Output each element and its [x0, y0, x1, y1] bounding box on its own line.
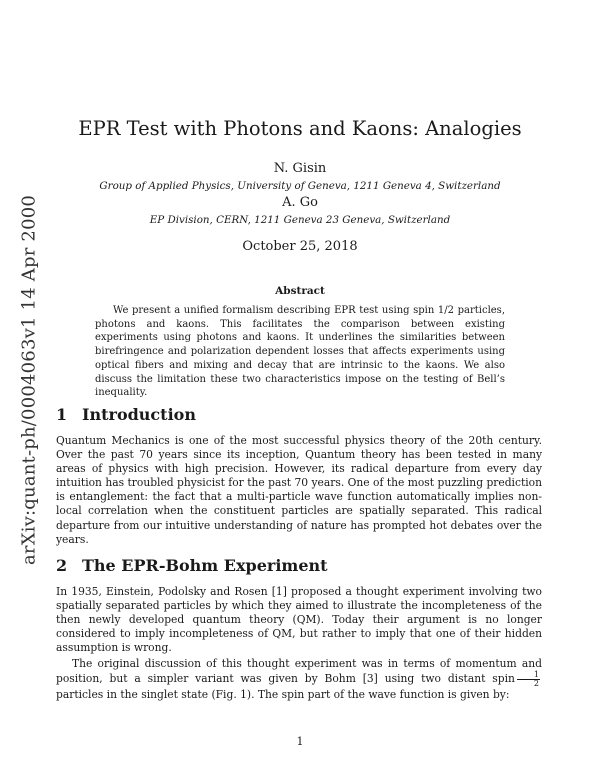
section-number: 1 [56, 405, 68, 424]
abstract-text: We present a unified formalism describing EPR test using spin 1/2 particles, photons and kaons. This facilitates the comparison between existing experiments using photons and kaons. It underlines the similarities between birefringence and polarization dependent losses that affects experiments using optical fibers and mixing and decay that are intrinsic to the kaons. We also discuss the limitation these two characteristics impose on the testing of Bell’s inequality. [95, 305, 505, 399]
author-affiliation: EP Division, CERN, 1211 Geneva 23 Geneva, Switzerland [149, 214, 451, 226]
page-number: 1 [296, 735, 304, 748]
section-title: The EPR-Bohm Experiment [82, 556, 328, 575]
section-title: Introduction [82, 405, 196, 424]
paragraph: In 1935, Einstein, Podolsky and Rosen [1] proposed a thought experiment involving two spatially separated particles by which they aimed to illustrate the incompleteness of the then newly developed quantum theory (QM). Today their argument is no longer considered to imply incompleteness of QM, but rather to imply that one of their hidden assumption is wrong. [56, 585, 542, 655]
author-name: A. Go [282, 195, 318, 210]
author-name: N. Gisin [273, 161, 327, 176]
section-number: 2 [56, 556, 68, 575]
paper-title: EPR Test with Photons and Kaons: Analogies [78, 117, 522, 140]
paragraph: Quantum Mechanics is one of the most successful physics theory of the 20th century. Over the past 70 years since its inception, Quantum theory has been tested in many areas of physics with high precision. However, its radical departure from every day intuition has troubled physicist for the past 70 years. One of the most puzzling prediction is entanglement: the fact that a multi-particle wave function automatically implies non-local correlation when the constituent particles are spatially separated. This radical departure from our intuitive understanding of nature has prompted hot debates over the years. [56, 434, 542, 546]
paper-date: October 25, 2018 [242, 239, 358, 254]
section-heading [56, 556, 328, 575]
abstract-heading: Abstract [275, 285, 325, 297]
fraction-denominator: 2 [533, 679, 539, 689]
paragraph [56, 657, 542, 702]
fraction [517, 671, 540, 688]
fraction-numerator: 1 [517, 671, 540, 680]
section-heading [56, 405, 196, 424]
arxiv-identifier-sidebar: arXiv:quant-ph/0004063v1 14 Apr 2000 [18, 194, 40, 566]
author-affiliation: Group of Applied Physics, University of Geneva, 1211 Geneva 4, Switzerland [99, 180, 501, 192]
paragraph-text: The original discussion of this thought experiment was in terms of momentum and position, but a simpler variant was given by Bohm [3] using two distant spin [56, 657, 542, 686]
paragraph-text: particles in the singlet state (Fig. 1). The spin part of the wave function is given by: [56, 688, 510, 702]
